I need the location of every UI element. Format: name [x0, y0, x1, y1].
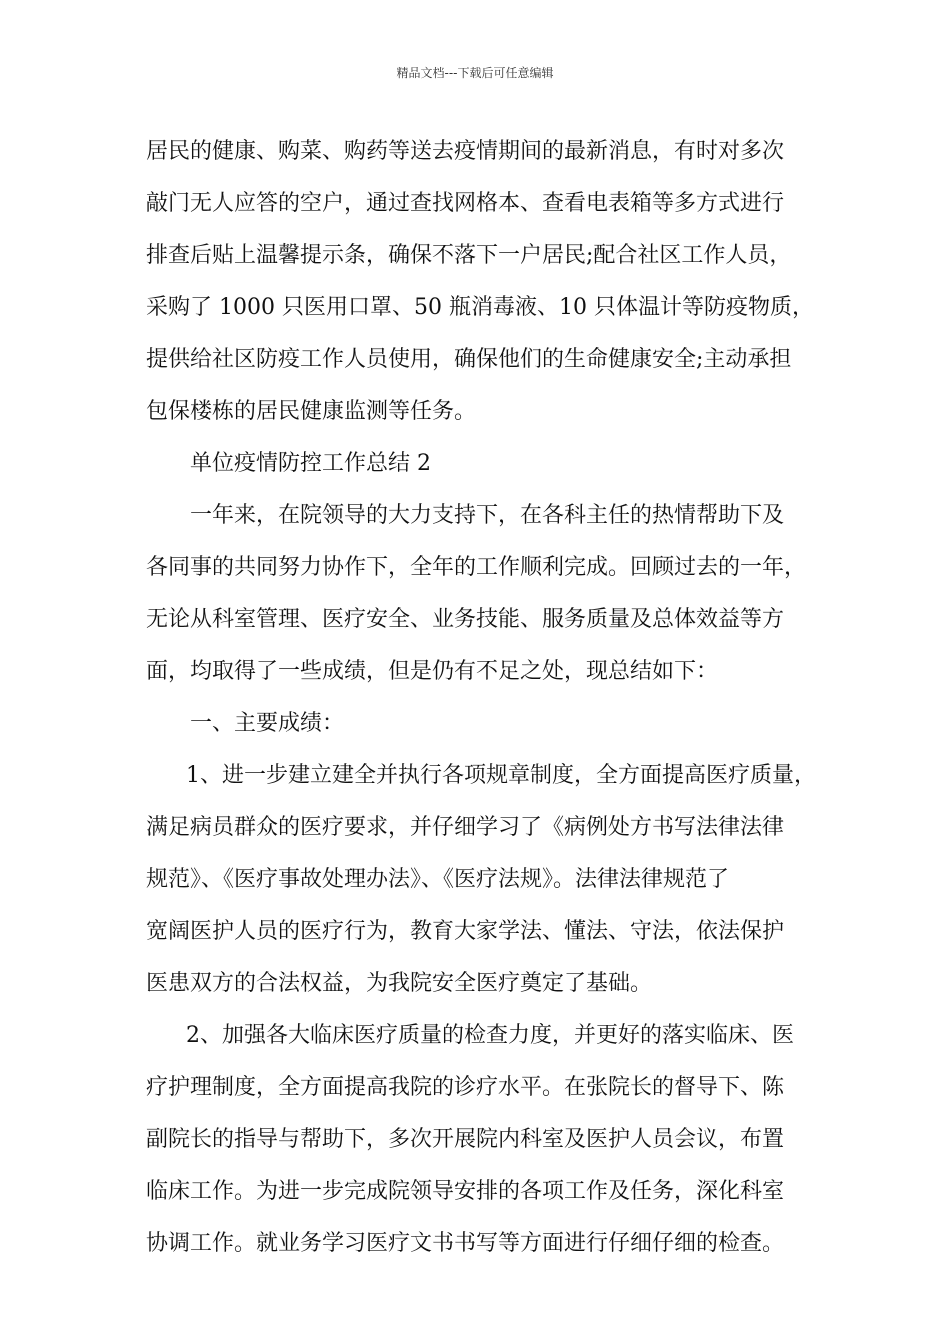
section-title: 单位疫情防控工作总结 2 — [190, 451, 431, 476]
body-line: 采购了 1000 只医用口罩、50 瓶消毒液、10 只体温计等防疫物质， — [146, 295, 814, 320]
list-item-2-start: 2、加强各大临床医疗质量的检查力度，并更好的落实临床、医 — [186, 1023, 794, 1048]
body-line: 居民的健康、购菜、购药等送去疫情期间的最新消息，有时对多次 — [146, 139, 785, 164]
body-line: 面，均取得了一些成绩，但是仍有不足之处，现总结如下： — [146, 659, 719, 684]
page-header: 精品文档---下载后可任意编辑 — [396, 66, 554, 80]
body-line: 满足病员群众的医疗要求，并仔细学习了《病例处方书写法律法律 — [146, 815, 785, 840]
body-line: 规范》、《医疗事故处理办法》、《医疗法规》。法律法律规范了 — [146, 867, 730, 892]
body-line: 各同事的共同努力协作下，全年的工作顺利完成。回顾过去的一年， — [146, 555, 807, 580]
subsection-heading: 一、主要成绩： — [190, 711, 345, 736]
body-line: 提供给社区防疫工作人员使用，确保他们的生命健康安全;主动承担 — [146, 347, 792, 372]
list-item-1-start: 1、进一步建立建全并执行各项规章制度，全方面提高医疗质量， — [186, 763, 816, 788]
body-line: 无论从科室管理、医疗安全、业务技能、服务质量及总体效益等方 — [146, 607, 785, 632]
body-line: 副院长的指导与帮助下，多次开展院内科室及医护人员会议，布置 — [146, 1127, 785, 1152]
document-body — [146, 126, 816, 1270]
body-line: 临床工作。为进一步完成院领导安排的各项工作及任务，深化科室 — [146, 1179, 785, 1204]
body-line: 医患双方的合法权益，为我院安全医疗奠定了基础。 — [146, 971, 653, 996]
paragraph-start: 一年来，在院领导的大力支持下，在各科主任的热情帮助下及 — [190, 503, 785, 528]
body-line: 疗护理制度，全方面提高我院的诊疗水平。在张院长的督导下、陈 — [146, 1075, 785, 1100]
body-line: 包保楼栋的居民健康监测等任务。 — [146, 399, 477, 424]
body-line: 排查后贴上温馨提示条，确保不落下一户居民;配合社区工作人员， — [146, 243, 792, 268]
body-line: 宽阔医护人员的医疗行为，教育大家学法、懂法、守法，依法保护 — [146, 919, 785, 944]
body-line: 敲门无人应答的空户，通过查找网格本、查看电表箱等多方式进行 — [146, 191, 785, 216]
body-line: 协调工作。就业务学习医疗文书书写等方面进行仔细仔细的检查。 — [146, 1231, 785, 1256]
